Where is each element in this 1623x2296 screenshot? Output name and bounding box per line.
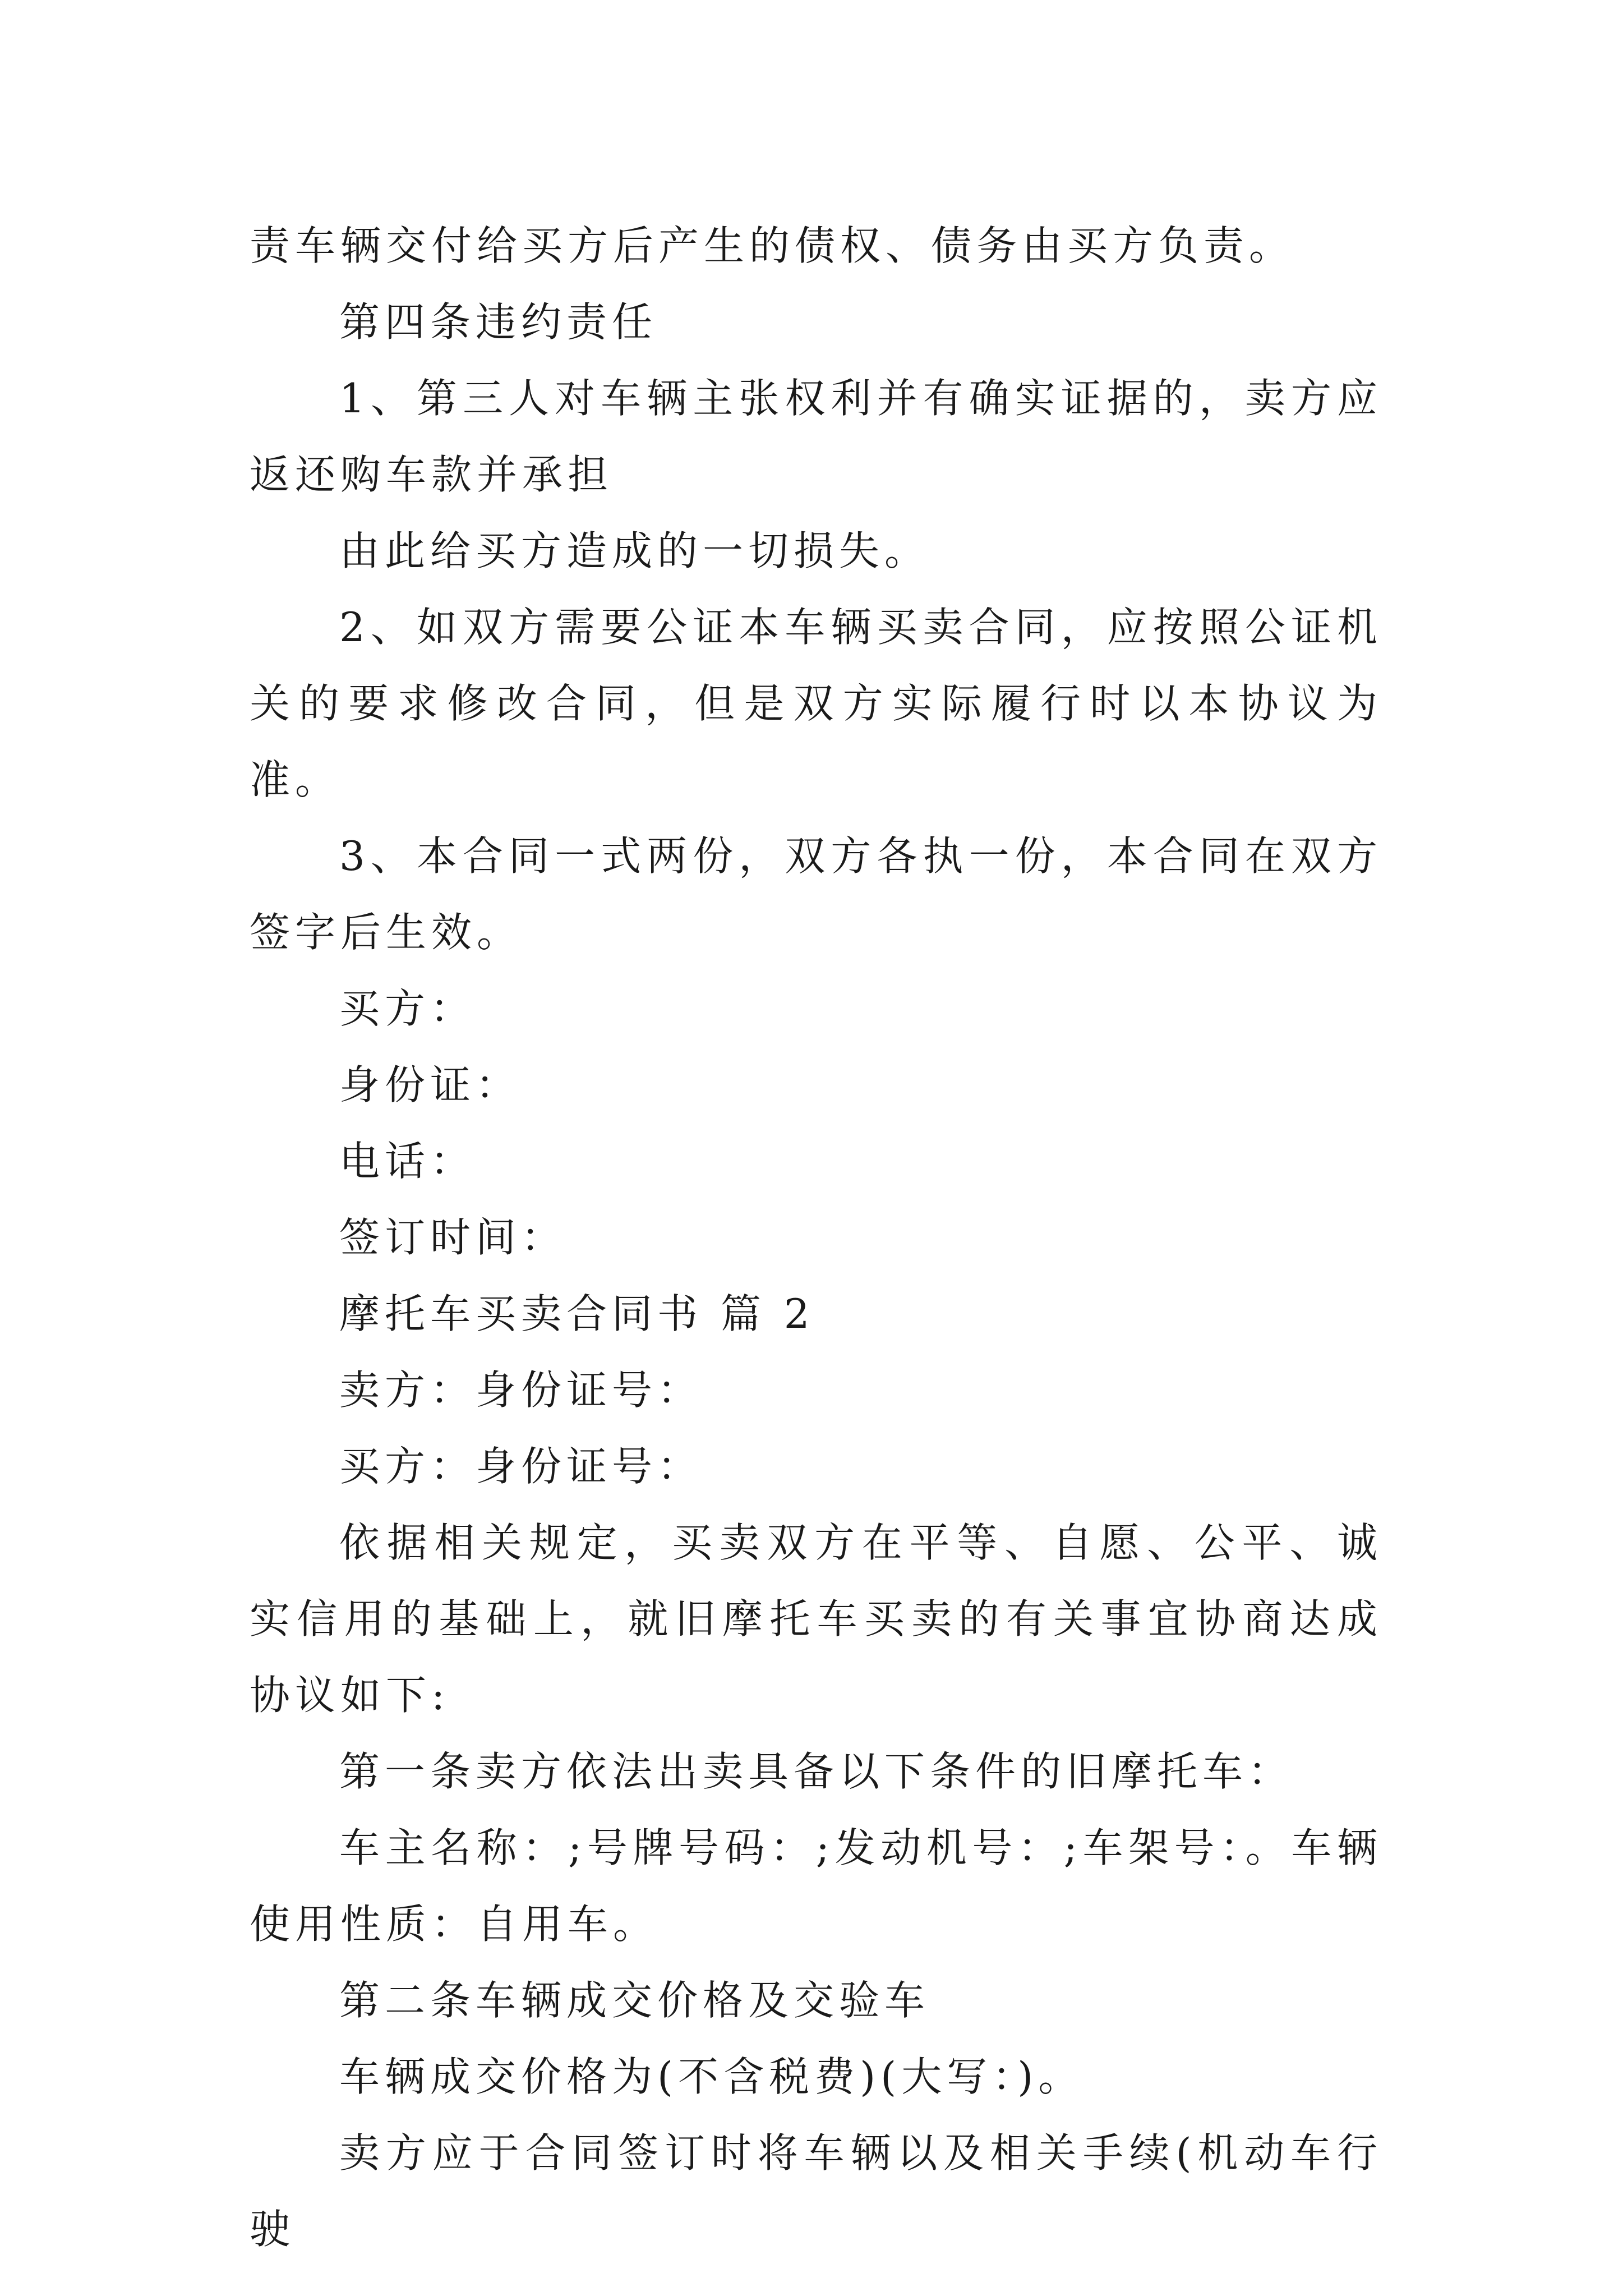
paragraph-14: 依据相关规定，买卖双方在平等、自愿、公平、诚实信用的基础上，就旧摩托车买卖的有关事宜协商达成协议如下:: [250, 1519, 1382, 1719]
paragraph-19: 卖方应于合同签订时将车辆以及相关手续(机动车行驶: [250, 2129, 1382, 2253]
document-body: [250, 208, 1382, 2267]
paragraph-3: 1、第三人对车辆主张权利并有确实证据的，卖方应返还购车款并承担: [250, 375, 1382, 498]
paragraph-1: 责车辆交付给买方后产生的债权、债务由买方负责。: [250, 222, 1295, 269]
paragraph-8: 身份证：: [339, 1061, 522, 1108]
paragraph-15: 第一条卖方依法出卖具备以下条件的旧摩托车：: [339, 1748, 1294, 1795]
paragraph-9: 电话：: [339, 1138, 476, 1185]
section-heading: 摩托车买卖合同书 篇 2: [339, 1290, 815, 1337]
paragraph-18: 车辆成交价格为(不含税费)(大写：)。: [339, 2053, 1084, 2100]
paragraph-7: 买方：: [339, 985, 476, 1032]
paragraph-6: 3、本合同一式两份，双方各执一份，本合同在双方签字后生效。: [250, 832, 1382, 956]
paragraph-5: 2、如双方需要公证本车辆买卖合同，应按照公证机关的要求修改合同，但是双方实际履行时以本协议为准。: [250, 604, 1382, 803]
paragraph-12: 卖方：身份证号：: [339, 1366, 703, 1414]
paragraph-13: 买方：身份证号：: [339, 1443, 703, 1490]
paragraph-17: 第二条车辆成交价格及交验车: [339, 1977, 930, 2024]
paragraph-2: 第四条违约责任: [339, 298, 658, 346]
paragraph-16: 车主名称：;号牌号码：;发动机号：;车架号：。车辆使用性质：自用车。: [250, 1824, 1382, 1948]
paragraph-4: 由此给买方造成的一切损失。: [339, 527, 930, 574]
paragraph-10: 签订时间：: [339, 1214, 567, 1261]
